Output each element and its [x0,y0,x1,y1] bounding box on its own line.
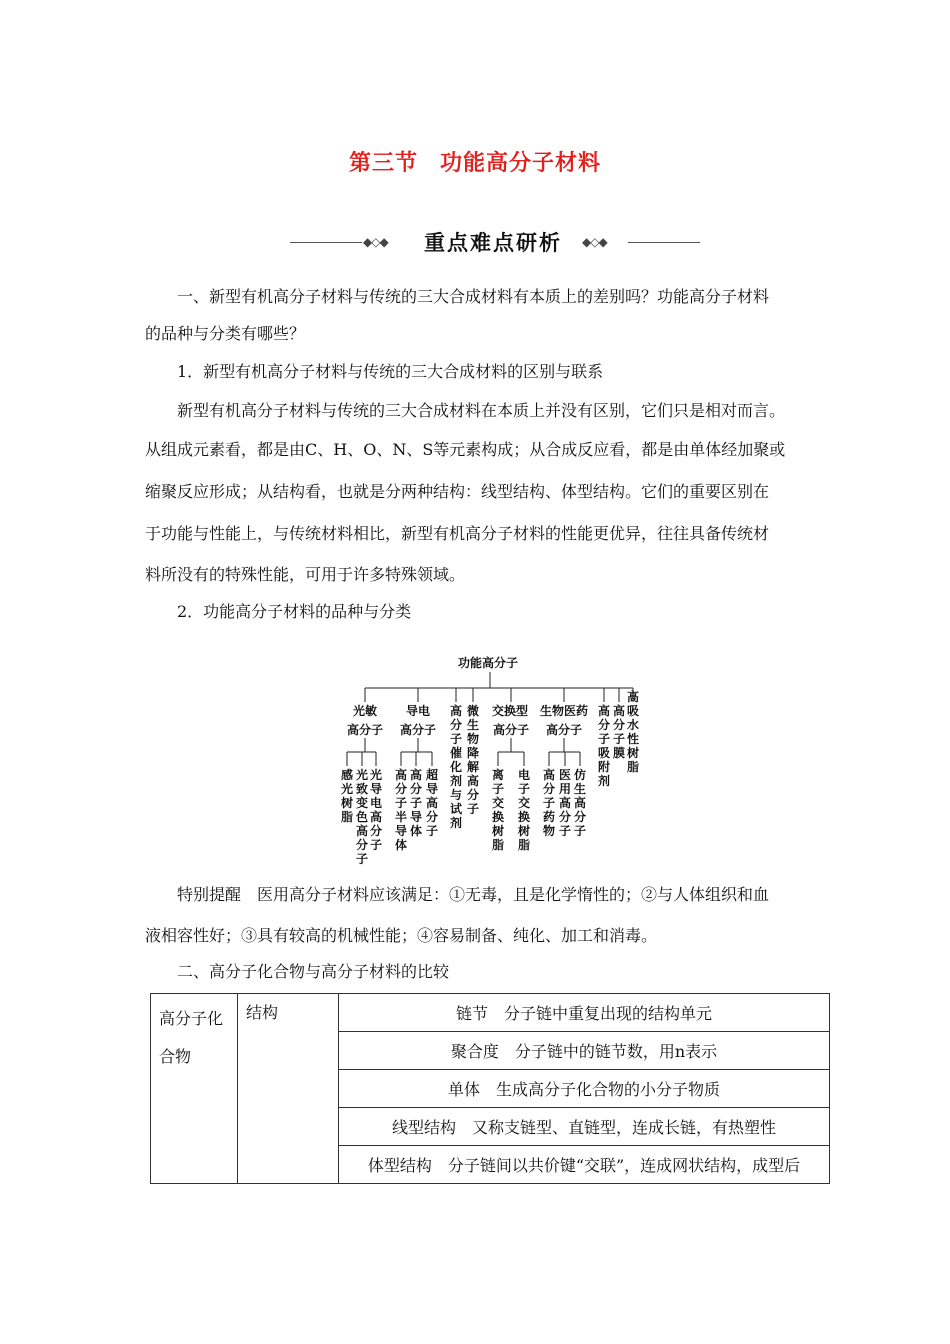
tree-category: 光敏 [353,704,378,718]
body-line: 缩聚反应形成；从结构看，也就是分两种结构：线型结构、体型结构。它们的重要区别在 [145,482,770,501]
table-row: 链节 分子链中重复出现的结构单元 [339,994,830,1032]
tree-leaf: 感光树脂 [341,768,354,824]
tree-category: 高分子催化剂与试剂 [450,704,463,830]
tree-category: 高吸水性树脂 [627,690,640,774]
body-line: 于功能与性能上，与传统材料相比，新型有机高分子材料的性能更优异，往往具备传统材 [145,524,770,543]
divider [290,242,362,243]
tree-leaf: 高分子半导体 [395,768,408,852]
tree-leaf: 高分子导体 [410,768,423,838]
tree-root: 功能高分子 [458,656,519,670]
classification-tree [330,650,650,865]
tree-category: 导电 [406,704,431,718]
comparison-table [150,993,830,1184]
tree-category: 高分子 [493,723,530,737]
tree-leaf: 光导电高分子 [370,768,383,852]
table-row: 单体 生成高分子化合物的小分子物质 [339,1070,830,1108]
body-line: 从组成元素看，都是由C、H、O、N、S等元素构成；从合成反应看，都是由单体经加聚或 [145,440,786,459]
tree-leaf: 仿生高分子 [574,768,587,838]
tree-leaf: 离子交换树脂 [492,768,505,852]
question-1-line: 的品种与分类有哪些？ [145,324,306,343]
table-row: 线型结构 又称支链型、直链型，连成长链，有热塑性 [339,1108,830,1146]
section-heading-text: 重点难点研析 [424,231,562,255]
table-header-cell: 高分子化合物 [151,994,238,1184]
table-header-cell: 结构 [238,994,339,1184]
subheading-1: 1．新型有机高分子材料与传统的三大合成材料的区别与联系 [177,362,604,381]
tree-leaf: 光致变色高分子 [356,768,369,866]
question-1-line: 一、新型有机高分子材料与传统的三大合成材料有本质上的差别吗？功能高分子材料 [177,287,770,306]
tree-category: 交换型 [492,704,529,718]
tree-leaf: 医用高分子 [559,768,572,838]
diamond-ornament-icon: ◆◇◆ [582,235,607,249]
tree-leaf: 超导高分子 [426,768,439,838]
section-heading [290,227,700,257]
tree-leaf: 高分子药物 [543,768,556,838]
tree-category: 高分子 [400,723,437,737]
tree-category: 高分子吸附剂 [598,704,611,788]
table-row: 聚合度 分子链中的链节数，用n表示 [339,1032,830,1070]
body-line: 新型有机高分子材料与传统的三大合成材料在本质上并没有区别，它们只是相对而言。 [177,401,786,420]
tree-leaf: 电子交换树脂 [518,768,531,852]
body-line: 料所没有的特殊性能，可用于许多特殊领域。 [145,565,466,584]
subheading-2: 2．功能高分子材料的品种与分类 [177,602,412,621]
tree-category: 高分子膜 [613,704,626,760]
tree-category: 高分子 [546,723,583,737]
page-title: 第三节 功能高分子材料 [348,151,602,176]
divider [628,242,700,243]
tip-line: 液相容性好；③具有较高的机械性能；④容易制备、纯化、加工和消毒。 [145,926,658,945]
table-row: 体型结构 分子链间以共价键“交联”，连成网状结构，成型后 [339,1146,830,1184]
question-2: 二、高分子化合物与高分子材料的比较 [177,962,450,981]
tip-line: 特别提醒 医用高分子材料应该满足：①无毒，且是化学惰性的；②与人体组织和血 [177,885,770,904]
tree-category: 微生物降解高分子 [467,704,480,816]
tree-category: 生物医药 [540,704,589,718]
diamond-ornament-icon: ◆◇◆ [363,235,388,249]
tree-category: 高分子 [347,723,384,737]
